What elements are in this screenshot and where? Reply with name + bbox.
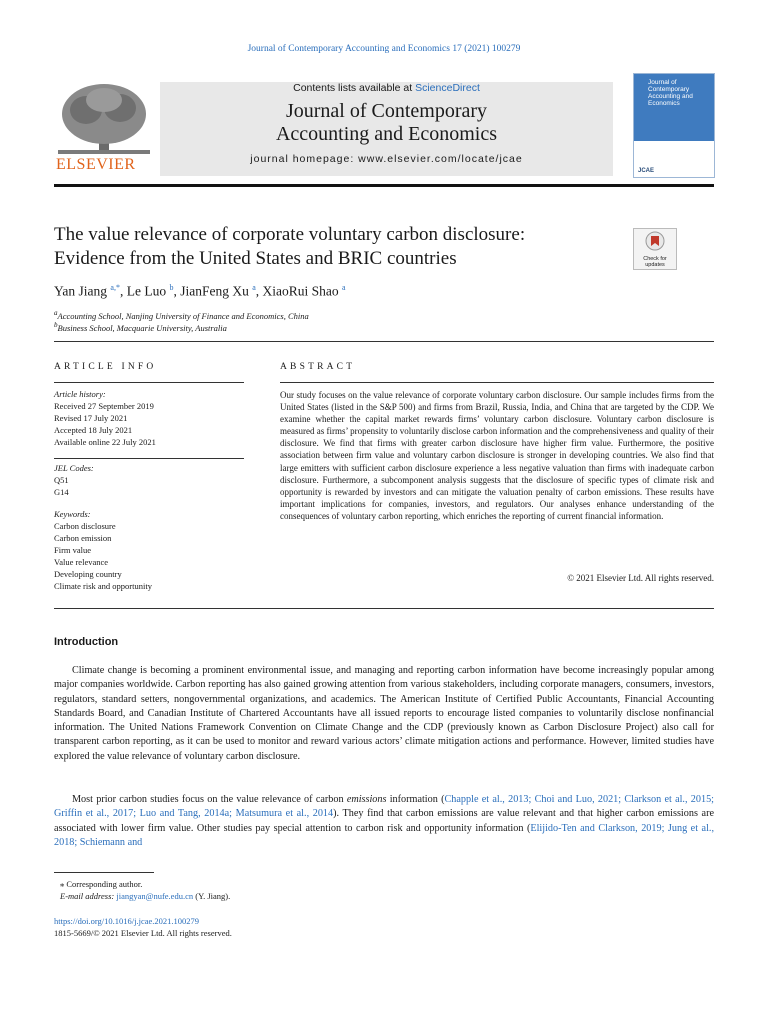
history-item: Revised 17 July 2021 bbox=[54, 413, 128, 423]
keyword: Developing country bbox=[54, 569, 122, 579]
keyword: Value relevance bbox=[54, 557, 109, 567]
paragraph-text: ). They find that carbon emissions are value relevant and that higher carbon emissions are associated with lower firm value. Other studies pay special attention to carbon risk and opportunity information ( bbox=[54, 808, 714, 834]
article-info-heading: ARTICLE INFO bbox=[54, 362, 157, 372]
journal-homepage-link[interactable]: journal homepage: www.elsevier.com/locate/jcae bbox=[250, 153, 523, 165]
journal-reference[interactable]: Journal of Contemporary Accounting and Economics 17 (2021) 100279 bbox=[247, 44, 521, 54]
corresponding-author-note: ⁎ Corresponding author. bbox=[60, 879, 143, 889]
abstract-text: Our study focuses on the value relevance of corporate voluntary carbon disclosure. Our sample includes firms from the United States (listed in the S&P 500) and firms from Brazil, Russia, India, and China that are targeted by the CDP. We examine whether the capital market rewards firms’ voluntary carbon disclosure. Voluntary carbon disclosure is measured as firms’ propensity to voluntarily disclose carbon information and the comprehensiveness and quality of their disclosure. We find that firms with greater carbon disclosure have higher firm value. Furthermore, the positive association between firm value and voluntary carbon disclosure is stronger in developing countries. We also find that large emitters with sufficient carbon disclosure experience a less negative valuation than firms with inadequate carbon disclosure. Furthermore, a subcomponent analysis suggests that the disclosure of specific types of climate risk and opportunity is rewarded by investors and can mitigate the valuation penalty of carbon emissions. These results have important implications for companies, investors, and regulators. Our analyses enhance understanding of the consequences of voluntary carbon reporting, which enriches the reporting of current financial information. bbox=[280, 390, 714, 521]
journal-title-line2: Accounting and Economics bbox=[275, 123, 498, 145]
history-item: Accepted 18 July 2021 bbox=[54, 425, 133, 435]
author-affiliation-mark[interactable]: a bbox=[342, 283, 346, 292]
abstract-rule bbox=[280, 382, 714, 383]
jel-codes bbox=[54, 462, 94, 498]
check-for-updates-button[interactable] bbox=[633, 228, 677, 270]
keyword: Carbon disclosure bbox=[54, 521, 116, 531]
paper-title-line1: The value relevance of corporate voluntary carbon disclosure: bbox=[54, 224, 526, 245]
author-name[interactable]: JianFeng Xu bbox=[180, 283, 249, 299]
jel-label: JEL Codes: bbox=[54, 463, 94, 473]
cover-bottom bbox=[634, 141, 714, 177]
paper-title bbox=[54, 223, 614, 271]
history-item: Available online 22 July 2021 bbox=[54, 437, 156, 447]
body-paragraph bbox=[54, 793, 714, 850]
keywords bbox=[54, 508, 152, 592]
section-rule bbox=[54, 608, 714, 609]
keyword: Climate risk and opportunity bbox=[54, 581, 152, 591]
affiliation-a: $^a$Accounting School, Nanjing University of Finance and Economics, China bbox=[54, 309, 309, 321]
journal-title bbox=[160, 100, 613, 146]
history-label: Article history: bbox=[54, 389, 106, 399]
sciencedirect-link[interactable]: ScienceDirect bbox=[415, 82, 480, 94]
jel-code: G14 bbox=[54, 487, 69, 497]
footnote-rule bbox=[54, 872, 154, 873]
doi-link[interactable]: https://doi.org/10.1016/j.jcae.2021.100279 bbox=[54, 916, 200, 926]
paragraph-text: Most prior carbon studies focus on the value relevance of carbon bbox=[72, 794, 347, 805]
author-name[interactable]: Yan Jiang bbox=[54, 283, 108, 299]
abstract-copyright: © 2021 Elsevier Ltd. All rights reserved. bbox=[567, 573, 714, 583]
author-name[interactable]: XiaoRui Shao bbox=[262, 283, 339, 299]
cover-logo: JCAE bbox=[638, 168, 655, 174]
issn-line: 1815-5669/© 2021 Elsevier Ltd. All rights reserved. bbox=[54, 928, 232, 938]
paper-title-line2: Evidence from the United States and BRIC countries bbox=[54, 248, 457, 269]
journal-banner bbox=[160, 82, 613, 176]
paragraph-emphasis: emissions bbox=[346, 794, 387, 805]
affiliation-b-text: Business School, Macquarie University, Australia bbox=[57, 322, 227, 333]
body-paragraph bbox=[54, 664, 714, 764]
paragraph-text: information ( bbox=[386, 794, 445, 805]
check-updates-icon bbox=[645, 231, 665, 251]
contents-line bbox=[160, 82, 613, 94]
email-suffix: (Y. Jiang). bbox=[193, 891, 231, 901]
keywords-label: Keywords: bbox=[54, 509, 91, 519]
header-rule bbox=[54, 184, 714, 187]
jel-code: Q51 bbox=[54, 475, 69, 485]
article-history bbox=[54, 388, 156, 448]
author-affiliation-mark[interactable]: b bbox=[169, 283, 174, 292]
author-list: Yan Jiang $^{a,*}$, Le Luo $^b$, JianFeng Xu $^a$, XiaoRui Shao $^a$ bbox=[54, 283, 346, 299]
citation-link[interactable]: Chapple et al., 2013; Choi and Luo, 2021; Clarkson et al., 2015; Griffin et al., 2017; Luo and Tang, 2014a; Matsumura et al., 2014 bbox=[54, 794, 715, 820]
paragraph-text: Climate change is becoming a prominent environmental issue, and managing and reporting carbon information have become increasingly popular among major companies worldwide. Carbon reporting has also gained growing attention from various stakeholders, including corporate managers, consumers, investors, regulators, standard setters, nongovernmental organizations, and academics. The American Institute of Certified Public Accountants, Financial Accounting Standards Board, and Canadian Institute of Chartered Accountants have all issued reports to encourage listed companies to voluntarily disclose nonfinancial information. The United Nations Framework Convention on Climate Change and the CDP (previously known as Carbon Disclosure Project) also call for transparent carbon reporting, as it can be used to monitor and reward various actors’ climate mitigation actions and performance. However, limited studies have explored the value relevance of voluntary carbon disclosure. bbox=[54, 665, 714, 762]
journal-cover[interactable] bbox=[633, 73, 715, 178]
introduction-heading: Introduction bbox=[54, 636, 119, 648]
article-info-rule bbox=[54, 458, 244, 459]
affiliation-a-text: Accounting School, Nanjing University of Finance and Economics, China bbox=[57, 310, 309, 321]
author-name[interactable]: Le Luo bbox=[126, 283, 167, 299]
section-rule bbox=[54, 341, 714, 342]
affiliation-b: $^b$Business School, Macquarie University, Australia bbox=[54, 321, 227, 333]
author-affiliation-mark[interactable]: a bbox=[252, 283, 256, 292]
elsevier-logo bbox=[54, 80, 154, 176]
email-label: E-mail address: bbox=[60, 891, 117, 901]
abstract-heading: ABSTRACT bbox=[280, 362, 356, 372]
journal-title-line1: Journal of Contemporary bbox=[285, 100, 488, 122]
article-info-rule bbox=[54, 382, 244, 383]
keyword: Carbon emission bbox=[54, 533, 112, 543]
author-affiliation-mark[interactable]: a,* bbox=[110, 283, 120, 292]
history-item: Received 27 September 2019 bbox=[54, 401, 154, 411]
keyword: Firm value bbox=[54, 545, 92, 555]
email-note bbox=[54, 890, 230, 902]
email-link[interactable]: jiangyan@nufe.edu.cn bbox=[116, 891, 194, 901]
contents-prefix: Contents lists available at bbox=[293, 82, 416, 94]
cover-title: Journal of Contemporary Accounting and Economics bbox=[648, 79, 693, 107]
doi-block bbox=[54, 915, 232, 939]
citation-link[interactable]: Elijido-Ten and Clarkson, 2019; Jung et al., 2018; Schiemann and bbox=[54, 822, 714, 848]
check-updates-label: Check for updates bbox=[643, 256, 667, 268]
publisher-name: ELSEVIER bbox=[56, 156, 136, 173]
footnotes bbox=[54, 878, 230, 902]
